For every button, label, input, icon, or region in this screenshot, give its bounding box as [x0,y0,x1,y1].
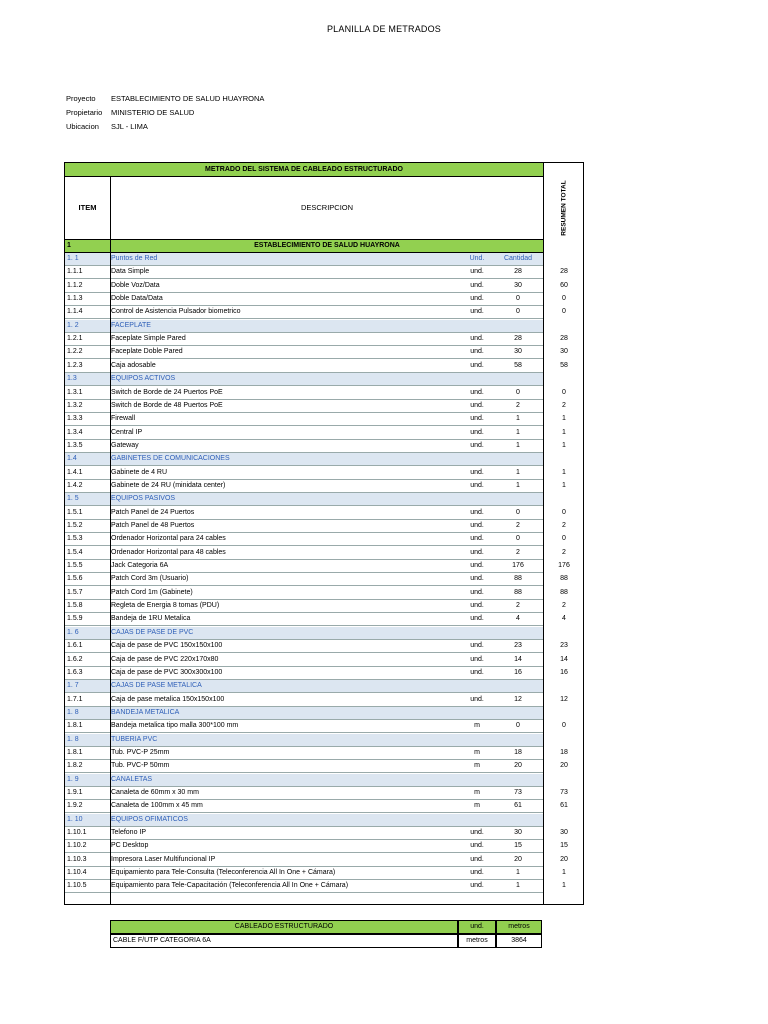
row-total: 0 [562,508,566,516]
row-total: 30 [560,829,568,837]
table-row [65,640,543,653]
table-row [65,573,543,586]
row-description: Patch Cord 3m (Usuario) [111,575,189,583]
row-quantity: 1 [516,428,520,436]
row-item: 1.10.1 [67,829,87,837]
row-total: 28 [560,268,568,276]
row-item: 1.10.3 [67,855,87,863]
row-unit: und. [470,615,484,623]
row-quantity: 0 [516,722,520,730]
table-row [65,360,543,373]
row-item: 1. 8 [67,708,79,716]
row-quantity: 1 [516,869,520,877]
resumen-label: RESUMEN TOTAL [560,180,568,236]
section-row [65,680,543,693]
info-label: Proyecto [66,94,96,103]
row-unit: m [474,762,480,770]
section-row [65,627,543,640]
row-total: 1 [562,468,566,476]
row-unit: und. [470,281,484,289]
row-item: 1.3 [67,375,77,383]
row-quantity: 4 [516,615,520,623]
row-quantity: 30 [514,348,522,356]
row-description: TUBERIA PVC [111,735,158,743]
table-row [65,613,543,626]
row-description: EQUIPOS ACTIVOS [111,375,176,383]
row-item: 1.5.3 [67,535,83,543]
row-description: PC Desktop [111,842,149,850]
table-row [65,480,543,493]
table-row [65,346,543,359]
table-row [65,720,543,733]
row-quantity: 28 [514,335,522,343]
row-unit: m [474,789,480,796]
row-quantity: 20 [514,762,522,770]
row-item: 1.5.4 [67,548,83,556]
row-total: 4 [562,615,566,623]
row-quantity: 23 [514,642,522,650]
row-item: 1.6.3 [67,668,83,676]
table-row [65,800,543,813]
row-item: 1. 10 [67,815,83,823]
row-description: Caja de pase de PVC 150x150x100 [111,642,223,650]
row-total: 14 [560,655,568,663]
row-description: Caja de pase de PVC 220x170x80 [111,655,219,663]
row-item: 1.1.4 [67,308,83,316]
row-unit: m [474,802,480,810]
row-description: Equipamiento para Tele-Capacitación (Teleconferencia All In One + Cámara) [111,882,349,890]
info-value: ESTABLECIMIENTO DE SALUD HUAYRONA [111,94,265,103]
row-unit: und. [470,842,484,850]
row-unit: und. [470,268,484,276]
row-description: Bandeja de 1RU Metalica [111,615,191,623]
row-total: 2 [562,602,566,610]
row-description: Doble Data/Data [111,295,163,303]
section-row [65,373,543,386]
row-item: 1.9.2 [67,802,83,810]
row-total: 0 [562,535,566,543]
row-description: Impresora Laser Multifuncional IP [111,855,216,863]
row-description: Puntos de Red [111,255,158,262]
row-description: EQUIPOS OFIMATICOS [111,815,188,823]
row-item: 1.1.1 [67,268,83,276]
row-quantity: 73 [514,789,522,796]
section-row [65,814,543,827]
row-quantity: 1 [516,882,520,890]
row-item: 1.4.1 [67,468,83,476]
row-quantity: 88 [514,588,522,596]
row-description: Gabinete de 4 RU [111,468,168,476]
row-total: 18 [560,748,568,756]
row-unit: und. [470,535,484,543]
section-row [65,453,543,466]
row-description: Patch Panel de 24 Puertos [111,508,195,516]
row-quantity: 1 [516,481,520,489]
row-item: 1. 9 [67,775,79,783]
row-quantity: 15 [514,842,522,850]
row-total: 1 [562,481,566,489]
row-quantity: 2 [516,548,520,556]
row-description: Regleta de Energia 8 tomas (PDU) [111,602,220,610]
row-unit: und. [470,882,484,890]
row-quantity: 2 [516,602,520,610]
row-description: Canaleta de 100mm x 45 mm [111,802,203,810]
summary-header-und: und. [458,920,496,934]
row-description: Jack Categoria 6A [111,562,169,570]
row-total: 2 [562,401,566,409]
row-unit: und. [470,668,484,676]
row-quantity: 30 [514,829,522,837]
row-total: 2 [562,522,566,529]
row-item: 1.6.2 [67,655,83,663]
row-unit: Und. [469,255,485,262]
summary-header-cant: metros [496,920,542,934]
table-row [65,854,543,867]
row-quantity: 14 [514,655,522,663]
row-unit: und. [470,361,484,369]
row-item: 1.1.2 [67,281,83,289]
table-row [65,787,543,800]
row-description: Faceplate Simple Pared [111,335,186,343]
row-total: 1 [562,882,566,890]
row-item: 1.8.1 [67,722,83,730]
row-unit: und. [470,428,484,436]
row-quantity: 16 [514,668,522,676]
info-proyecto [66,94,264,103]
row-total: 58 [560,361,568,369]
row-item: 1.5.2 [67,522,83,529]
row-item: 1.8.2 [67,762,83,770]
row-item: 1.10.5 [67,882,87,890]
row-quantity: 1 [516,415,520,423]
row-item: 1.3.3 [67,415,83,423]
info-label: Propietario [66,108,103,117]
table-row [65,507,543,520]
row-unit: und. [470,348,484,356]
column-header-resumen [543,163,585,253]
row-quantity: 20 [514,855,522,863]
row-item: 1.3.5 [67,441,83,449]
row-total: 1 [562,415,566,423]
row-quantity: 12 [514,695,522,703]
row-item: 1.9.1 [67,789,83,796]
row-description: Canaleta de 60mm x 30 mm [111,789,199,796]
row-description: EQUIPOS PASIVOS [111,495,176,503]
row-description: Firewall [111,415,136,423]
row-description: Central IP [111,428,143,436]
table-row [65,533,543,546]
row-unit: und. [470,441,484,449]
summary-cant: 3864 [496,934,542,948]
page-title: PLANILLA DE METRADOS [326,24,442,34]
row-total: 1 [562,428,566,436]
row-quantity: 0 [516,535,520,543]
table-row [65,600,543,613]
row-unit: und. [470,468,484,476]
row-quantity: 58 [514,361,522,369]
table-row [65,827,543,840]
table-row [65,654,543,667]
row-total: 1 [562,441,566,449]
section-row [65,253,543,266]
row-description: Tub. PVC-P 50mm [111,762,170,770]
row-total: 0 [562,308,566,316]
row-item: 1. 8 [67,735,79,743]
row-description: Data Simple [111,268,150,276]
row-description: Faceplate Doble Pared [111,348,183,356]
row-item: 1.3.4 [67,428,83,436]
row-quantity: 1 [516,441,520,449]
column-header-item: ITEM [78,203,97,212]
row-item: 1.4 [67,455,77,463]
row-unit: und. [470,548,484,556]
row-total: 88 [560,588,568,596]
row-item: 1.10.2 [67,842,87,850]
row-description: Ordenador Horizontal para 24 cables [111,535,226,543]
row-unit: und. [470,401,484,409]
row-description: Caja adosable [111,361,156,369]
table-row [65,467,543,480]
table-row [65,293,543,306]
row-description: GABINETES DE COMUNICACIONES [111,455,230,463]
row-item: 1.2.2 [67,348,83,356]
row-item: 1.5.9 [67,615,83,623]
summary-desc: CABLE F/UTP CATEGORIA 6A [110,934,458,948]
row-quantity: 28 [514,268,522,276]
table-row [65,333,543,346]
section-row [65,320,543,333]
row-description: FACEPLATE [111,321,151,329]
table-row [65,387,543,400]
row-unit: und. [470,295,484,303]
row-quantity: 0 [516,508,520,516]
table-section-title: METRADO DEL SISTEMA DE CABLEADO ESTRUCTURADO [65,163,543,177]
row-unit: und. [470,602,484,610]
row-item: 1.2.1 [67,335,83,343]
row-item: 1.5.1 [67,508,83,516]
row-item: 1.8.1 [67,748,83,756]
row-item: 1.5.8 [67,602,83,610]
establishment-item: 1 [67,242,71,249]
row-total: 20 [560,855,568,863]
row-unit: und. [470,562,484,570]
row-description: Caja de pase de PVC 300x300x100 [111,668,223,676]
row-quantity: 0 [516,295,520,303]
table-row [65,280,543,293]
row-total: 2 [562,548,566,556]
row-unit: und. [470,415,484,423]
row-description: Gateway [111,441,139,449]
row-total: 16 [560,668,568,676]
row-description: CANALETAS [111,775,153,783]
table-row [65,840,543,853]
column-divider [543,163,544,904]
row-item: 1.6.1 [67,642,83,650]
row-unit: und. [470,508,484,516]
row-total: 20 [560,762,568,770]
row-unit: und. [470,695,484,703]
row-description: Ordenador Horizontal para 48 cables [111,548,226,556]
row-total: 0 [562,722,566,730]
row-item: 1. 6 [67,628,79,636]
info-value: SJL - LIMA [111,122,148,131]
row-item: 1. 7 [67,682,79,690]
row-unit: und. [470,522,484,529]
row-item: 1.2.3 [67,361,83,369]
summary-table [110,920,542,948]
row-item: 1.5.7 [67,588,83,596]
table-row [65,306,543,319]
table-row [65,867,543,880]
table-row [65,440,543,453]
table-row [65,520,543,533]
row-unit: und. [470,308,484,316]
section-row [65,493,543,506]
row-item: 1.4.2 [67,481,83,489]
table-row [65,266,543,279]
row-unit: und. [470,642,484,650]
row-description: Tub. PVC-P 25mm [111,748,170,756]
row-unit: und. [470,869,484,877]
row-total: 28 [560,335,568,343]
row-description: Equipamiento para Tele-Consulta (Teleconferencia All In One + Cámara) [111,869,336,877]
row-item: 1.3.2 [67,401,83,409]
row-item: 1.5.5 [67,562,83,570]
row-quantity: 2 [516,522,520,529]
row-total: 15 [560,842,568,850]
row-quantity: 1 [516,468,520,476]
row-unit: und. [470,388,484,396]
row-quantity: 0 [516,308,520,316]
row-item: 1.3.1 [67,388,83,396]
row-unit: und. [470,575,484,583]
info-value: MINISTERIO DE SALUD [111,108,195,117]
row-description: Bandeja metalica tipo malla 300*100 mm [111,722,239,730]
row-description: Patch Cord 1m (Gabinete) [111,588,193,596]
section-row [65,774,543,787]
row-total: 30 [560,348,568,356]
table-row [65,667,543,680]
table-row [65,413,543,426]
row-quantity: 0 [516,388,520,396]
row-description: CAJAS DE PASE METALICA [111,682,202,690]
row-quantity: Cantidad [503,255,533,262]
row-description: Switch de Borde de 48 Puertos PoE [111,401,223,409]
row-item: 1.5.6 [67,575,83,583]
info-ubicacion [66,122,148,131]
row-unit: m [474,722,480,730]
section-row [65,707,543,720]
row-total: 0 [562,295,566,303]
row-quantity: 18 [514,748,522,756]
table-row [65,880,543,893]
row-item: 1. 2 [67,321,79,329]
row-item: 1. 1 [67,255,79,262]
row-description: Gabinete de 24 RU (minidata center) [111,481,226,489]
row-description: Switch de Borde de 24 Puertos PoE [111,388,223,396]
row-item: 1.7.1 [67,695,83,703]
row-unit: und. [470,588,484,596]
row-quantity: 30 [514,281,522,289]
row-total: 73 [560,789,568,796]
info-propietario [66,108,194,117]
table-row [65,747,543,760]
table-row [65,427,543,440]
row-total: 12 [560,695,568,703]
column-header-description: DESCRIPCION [300,203,354,212]
row-total: 176 [558,562,570,570]
row-unit: und. [470,829,484,837]
row-item: 1. 5 [67,495,79,503]
table-row [65,400,543,413]
row-description: Caja de pase metalica 150x150x100 [111,695,225,703]
row-quantity: 88 [514,575,522,583]
column-divider [110,177,111,904]
establishment-title: ESTABLECIMIENTO DE SALUD HUAYRONA [254,242,400,249]
table-row [65,560,543,573]
info-label: Ubicacion [66,122,99,131]
row-total: 23 [560,642,568,650]
row-description: Doble Voz/Data [111,281,160,289]
establishment-row [65,239,543,253]
row-unit: und. [470,655,484,663]
metrado-table [64,162,584,905]
row-description: Patch Panel de 48 Puertos [111,522,195,529]
section-row [65,734,543,747]
row-total: 1 [562,869,566,877]
row-description: Control de Asistencia Pulsador biometrico [111,308,241,316]
row-total: 60 [560,281,568,289]
row-description: BANDEJA METALICA [111,708,180,716]
row-unit: m [474,748,480,756]
row-item: 1.1.3 [67,295,83,303]
row-unit: und. [470,855,484,863]
summary-header-desc: CABLEADO ESTRUCTURADO [110,920,458,934]
row-total: 0 [562,388,566,396]
row-description: CAJAS DE PASE DE PVC [111,628,194,636]
row-quantity: 61 [514,802,522,810]
row-unit: und. [470,481,484,489]
row-unit: und. [470,335,484,343]
row-item: 1.10.4 [67,869,87,877]
row-total: 88 [560,575,568,583]
row-quantity: 176 [512,562,524,570]
row-quantity: 2 [516,401,520,409]
row-total: 61 [560,802,568,810]
summary-und: metros [458,934,496,948]
table-row [65,587,543,600]
table-row [65,760,543,773]
table-row [65,547,543,560]
row-description: Telefono IP [111,829,147,837]
table-row [65,694,543,707]
